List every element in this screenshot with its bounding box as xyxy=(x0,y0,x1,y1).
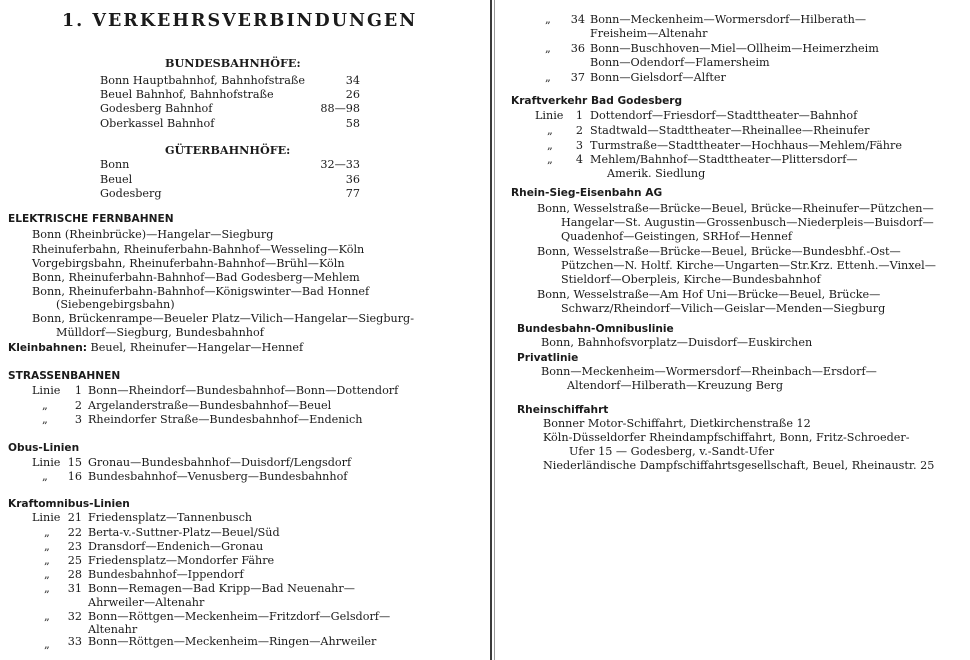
line-route: Berta-v.-Suttner-Platz—Beuel/Süd xyxy=(88,526,280,539)
list-item: Bonn—Meckenheim—Wormersdorf—Rheinbach—Ersdorf— xyxy=(541,365,877,378)
privatlinie-heading: Privatlinie xyxy=(517,352,579,364)
list-item: Mülldorf—Siegburg, Bundesbahnhof xyxy=(56,326,264,339)
line-prefix: „ xyxy=(547,139,553,152)
list-item: Vorgebirgsbahn, Rheinuferbahn-Bahnhof—Brühl—Köln xyxy=(32,257,345,270)
list-item: Bonn (Rheinbrücke)—Hangelar—Siegburg xyxy=(32,228,274,241)
list-item: Quadenhof—Geistingen, SRHof—Hennef xyxy=(561,230,793,243)
station-number: 26 xyxy=(345,88,360,101)
line-number: 3 xyxy=(575,139,583,152)
station-name: Bonn xyxy=(100,158,130,171)
line-prefix: Linie xyxy=(32,384,61,397)
line-number: 2 xyxy=(74,399,82,412)
list-item: Bonn, Brückenrampe—Beueler Platz—Vilich—Hangelar—Siegburg- xyxy=(32,312,414,325)
line-number: 1 xyxy=(74,384,82,397)
line-route: Bonn—Remagen—Bad Kripp—Bad Neuenahr— xyxy=(88,582,355,595)
line-number: 21 xyxy=(67,511,82,524)
line-prefix: „ xyxy=(44,554,50,567)
line-prefix: „ xyxy=(44,610,50,623)
line-route: Dransdorf—Endenich—Gronau xyxy=(88,540,264,553)
line-number: 28 xyxy=(67,568,82,581)
line-number: 34 xyxy=(570,13,585,26)
line-route: Turmstraße—Stadttheater—Hochhaus—Mehlem/Fähre xyxy=(590,139,902,152)
line-route: Gronau—Bundesbahnhof—Duisdorf/Lengsdorf xyxy=(88,456,352,469)
line-prefix: „ xyxy=(545,13,551,26)
line-route: Bonn—Rheindorf—Bundesbahnhof—Bonn—Dottendorf xyxy=(88,384,399,397)
line-route: Altenahr xyxy=(88,623,138,636)
station-number: 77 xyxy=(345,187,360,200)
kleinbahnen-label: Kleinbahnen: xyxy=(8,342,87,354)
line-route: Bundesbahnhof—Ippendorf xyxy=(88,568,244,581)
fernbahnen-heading: ELEKTRISCHE FERNBAHNEN xyxy=(8,213,174,225)
line-route: Bonn—Röttgen—Meckenheim—Ringen—Ahrweiler xyxy=(88,635,377,648)
station-number: 32—33 xyxy=(320,158,360,171)
line-prefix: „ xyxy=(545,42,551,55)
line-route: Bonn—Gielsdorf—Alfter xyxy=(590,71,726,84)
rheinschiffahrt-heading: Rheinschiffahrt xyxy=(517,404,609,416)
gueterbahnhoefe-heading: GÜTERBAHNHÖFE: xyxy=(165,143,291,157)
line-route: Ahrweiler—Altenahr xyxy=(88,596,205,609)
line-prefix: „ xyxy=(44,540,50,553)
line-prefix: „ xyxy=(44,568,50,581)
line-prefix: „ xyxy=(44,638,50,651)
line-prefix: „ xyxy=(547,124,553,137)
line-number: 23 xyxy=(67,540,82,553)
line-prefix: „ xyxy=(545,71,551,84)
station-name: Godesberg xyxy=(100,187,162,200)
station-number: 36 xyxy=(345,173,360,186)
line-number: 31 xyxy=(67,582,82,595)
line-number: 4 xyxy=(575,153,583,166)
kraftverkehr-heading: Kraftverkehr Bad Godesberg xyxy=(511,95,683,107)
list-item: Bonn, Wesselstraße—Am Hof Uni—Brücke—Beuel, Brücke— xyxy=(537,288,881,301)
list-item: (Siebengebirgsbahn) xyxy=(56,298,175,311)
line-route: Bonn—Röttgen—Meckenheim—Fritzdorf—Gelsdorf— xyxy=(88,610,391,623)
line-number: 32 xyxy=(67,610,82,623)
line-prefix: „ xyxy=(42,399,48,412)
line-prefix: „ xyxy=(44,582,50,595)
bundesbahnhoefe-heading: BUNDESBAHNHÖFE: xyxy=(165,56,301,70)
list-item: Bonn, Wesselstraße—Brücke—Beuel, Brücke—Bundesbhf.-Ost— xyxy=(537,245,901,258)
list-item: Schwarz/Rheindorf—Vilich—Geislar—Menden—Siegburg xyxy=(561,302,886,315)
list-item: Bonn, Rheinuferbahn-Bahnhof—Bad Godesberg—Mehlem xyxy=(32,271,360,284)
line-number: 37 xyxy=(570,71,585,84)
list-item: Stieldorf—Oberpleis, Kirche—Bundesbahnhof xyxy=(561,273,821,286)
list-item: Rheinuferbahn, Rheinuferbahn-Bahnhof—Wesseling—Köln xyxy=(32,243,365,256)
line-route: Stadtwald—Stadttheater—Rheinallee—Rheinufer xyxy=(590,124,870,137)
line-number: 16 xyxy=(67,470,82,483)
line-route: Bonn—Buschhoven—Miel—Ollheim—Heimerzheim xyxy=(590,42,879,55)
line-number: 2 xyxy=(575,124,583,137)
list-item: Pützchen—N. Holtf. Kirche—Ungarten—Str.Krz. Ettenh.—Vinxel— xyxy=(561,259,936,272)
list-item: Altendorf—Hilberath—Kreuzung Berg xyxy=(567,379,784,392)
list-item: Hangelar—St. Augustin—Grossenbusch—Niederpleis—Buisdorf— xyxy=(561,216,934,229)
line-number: 33 xyxy=(67,635,82,648)
strassenbahnen-heading: STRASSENBAHNEN xyxy=(8,370,121,382)
line-route: Freisheim—Altenahr xyxy=(590,27,708,40)
line-route: Dottendorf—Friesdorf—Stadttheater—Bahnhof xyxy=(590,109,858,122)
kraftomnibus-heading: Kraftomnibus-Linien xyxy=(8,498,130,510)
list-item: Ufer 15 — Godesberg, v.-Sandt-Ufer xyxy=(569,445,775,458)
line-prefix: „ xyxy=(44,526,50,539)
line-number: 36 xyxy=(570,42,585,55)
line-number: 3 xyxy=(74,413,82,426)
station-number: 34 xyxy=(345,74,360,87)
line-route: Amerik. Siedlung xyxy=(607,167,706,180)
line-route: Mehlem/Bahnhof—Stadttheater—Plittersdorf— xyxy=(590,153,858,166)
list-item: Niederländische Dampfschiffahrtsgesellschaft, Beuel, Rheinaustr. 25 xyxy=(543,459,935,472)
page-gutter xyxy=(490,0,492,660)
station-name: Beuel xyxy=(100,173,133,186)
station-number: 58 xyxy=(345,117,360,130)
line-prefix: Linie xyxy=(535,109,564,122)
rhein-sieg-heading: Rhein-Sieg-Eisenbahn AG xyxy=(511,187,663,199)
line-number: 22 xyxy=(67,526,82,539)
list-item: Köln-Düsseldorfer Rheindampfschiffahrt, Bonn, Fritz-Schroeder- xyxy=(543,431,910,444)
bundesbahn-omnibus-route: Bonn, Bahnhofsvorplatz—Duisdorf—Euskirchen xyxy=(541,336,813,349)
station-name: Godesberg Bahnhof xyxy=(100,102,213,115)
list-item: Bonn, Wesselstraße—Brücke—Beuel, Brücke—Rheinufer—Pützchen— xyxy=(537,202,934,215)
line-route: Bundesbahnhof—Venusberg—Bundesbahnhof xyxy=(88,470,348,483)
line-prefix: Linie xyxy=(32,456,61,469)
kleinbahnen-line xyxy=(8,341,303,355)
line-route: Rheindorfer Straße—Bundesbahnhof—Endenich xyxy=(88,413,363,426)
line-route: Bonn—Meckenheim—Wormersdorf—Hilberath— xyxy=(590,13,867,26)
page-gutter-shadow xyxy=(494,0,495,660)
station-name: Oberkassel Bahnhof xyxy=(100,117,215,130)
kleinbahnen-text: Beuel, Rheinufer—Hangelar—Hennef xyxy=(86,341,304,354)
line-number: 1 xyxy=(575,109,583,122)
line-prefix: Linie xyxy=(32,511,61,524)
chapter-title: 1. VERKEHRSVERBINDUNGEN xyxy=(62,11,418,31)
right-page xyxy=(497,0,970,660)
station-name: Bonn Hauptbahnhof, Bahnhofstraße xyxy=(100,74,305,87)
line-number: 15 xyxy=(67,456,82,469)
list-item: Bonner Motor-Schiffahrt, Dietkirchenstraße 12 xyxy=(543,417,811,430)
line-prefix: „ xyxy=(42,413,48,426)
line-number: 25 xyxy=(67,554,82,567)
line-prefix: „ xyxy=(547,153,553,166)
list-item: Bonn, Rheinuferbahn-Bahnhof—Königswinter—Bad Honnef xyxy=(32,285,370,298)
line-route: Argelanderstraße—Bundesbahnhof—Beuel xyxy=(88,399,332,412)
line-route: Bonn—Odendorf—Flamersheim xyxy=(590,56,770,69)
obus-heading: Obus-Linien xyxy=(8,442,80,454)
line-route: Friedensplatz—Mondorfer Fähre xyxy=(88,554,275,567)
line-route: Friedensplatz—Tannenbusch xyxy=(88,511,253,524)
bundesbahn-omnibus-heading: Bundesbahn-Omnibuslinie xyxy=(517,323,674,335)
station-number: 88—98 xyxy=(320,102,360,115)
station-name: Beuel Bahnhof, Bahnhofstraße xyxy=(100,88,274,101)
line-prefix: „ xyxy=(42,470,48,483)
